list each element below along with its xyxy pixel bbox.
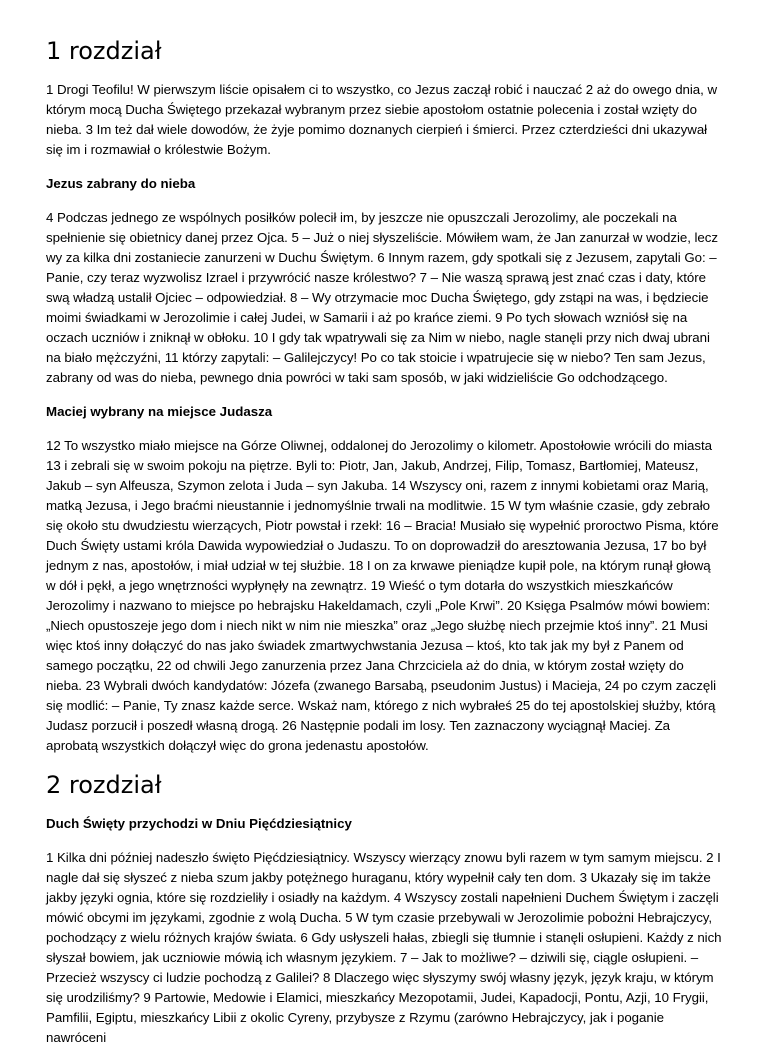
- section-heading-matthias-chosen: Maciej wybrany na miejsce Judasza: [46, 404, 273, 419]
- section-heading-jesus-taken: Jezus zabrany do nieba: [46, 176, 196, 191]
- chapter-1-paragraph-1: 1 Drogi Teofilu! W pierwszym liście opisałem ci to wszystko, co Jezus zaczął robić i nauczać 2 aż do owego dnia, w którym mocą Ducha Świętego przekazał wybranym przez siebie apostołom ostatnie polecenia i został wzięty do nieba. 3 Im też dał wiele dowodów, że żyje pomimo doznanych cierpień i śmierci. Przez czterdzieści dni ukazywał się im i rozmawiał o królestwie Bożym.: [46, 82, 717, 157]
- chapter-2-title: 2 rozdział: [46, 771, 162, 799]
- chapter-1-title: 1 rozdział: [46, 37, 162, 65]
- chapter-1-paragraph-2: 4 Podczas jednego ze wspólnych posiłków polecił im, by jeszcze nie opuszczali Jerozolimy, ale poczekali na spełnienie się obietnicy danej przez Ojca. 5 – Już o niej słyszeliście. Mówiłem wam, że Jan zanurzał w wodzie, lecz wy za kilka dni zostaniecie zanurzeni w Duchu Świętym. 6 Innym razem, gdy spotkali się z Jezusem, zapytali Go: – Panie, czy teraz wyzwolisz Izrael i przywrócić nasze królestwo? 7 – Nie waszą sprawą jest znać czas i daty, które swą władzą ustalił Ojciec – odpowiedział. 8 – Wy otrzymacie moc Ducha Świętego, gdy zstąpi na was, i będziecie moimi świadkami w Jerozolimie i całej Judei, w Samarii i aż po krańce ziemi. 9 Po tych słowach wzniósł się na oczach uczniów i zniknął w obłoku. 10 I gdy tak wpatrywali się za Nim w niebo, nagle stanęli przy nich dwaj ubrani na biało mężczyźni, 11 którzy zapytali: – Galilejczycy! Po co tak stoicie i wpatrujecie się w niebo? Ten sam Jezus, zabrany od was do nieba, pewnego dnia powróci w taki sam sposób, w jaki widzieliście Go odchodzącego.: [46, 210, 718, 385]
- section-heading-holy-spirit-pentecost: Duch Święty przychodzi w Dniu Pięćdziesiątnicy: [46, 816, 352, 831]
- chapter-1-paragraph-3: 12 To wszystko miało miejsce na Górze Oliwnej, oddalonej do Jerozolimy o kilometr. Apostołowie wrócili do miasta 13 i zebrali się w swoim pokoju na piętrze. Byli to: Piotr, Jan, Jakub, Andrzej, Filip, Tomasz, Bartłomiej, Mateusz, Jakub – syn Alfeusza, Szymon zelota i Juda – syn Jakuba. 14 Wszyscy oni, razem z innymi kobietami oraz Marią, matką Jezusa, i Jego braćmi nieustannie i jednomyślnie trwali na modlitwie. 15 W tym właśnie czasie, gdy zebrało się około stu dwudziestu wierzących, Piotr powstał i rzekł: 16 – Bracia! Musiało się wypełnić proroctwo Pisma, które Duch Święty ustami króla Dawida wypowiedział o Judaszu. To on doprowadził do aresztowania Jezusa, 17 bo był jednym z nas, apostołów, i miał udział w tej służbie. 18 I on za krwawe pieniądze kupił pole, na którym runął głową w dół i pękł, a jego wnętrzności wypłynęły na zewnątrz. 19 Wieść o tym dotarła do wszystkich mieszkańców Jerozolimy i nazwano to miejsce po hebrajsku Hakeldamach, czyli „Pole Krwi”. 20 Księga Psalmów mówi bowiem: „Niech opustoszeje jego dom i niech nikt w nim nie mieszka” oraz „Jego służbę niech przejmie ktoś inny”. 21 Musi więc ktoś inny dołączyć do nas jako świadek zmartwychwstania Jezusa – ktoś, kto tak jak my był z Panem od samego początku, 22 od chwili Jego zanurzenia przez Jana Chrzciciela aż do dnia, w którym został wzięty do nieba. 23 Wybrali dwóch kandydatów: Józefa (zwanego Barsabą, pseudonim Justus) i Macieja, 24 po czym zaczęli się modlić: – Panie, Ty znasz każde serce. Wskaż nam, którego z nich wybrałeś 25 do tej apostolskiej służby, którą Judasz porzucił i poszedł własną drogą. 26 Następnie podali im losy. Ten zaznaczony wyciągnął Maciej. Za aprobatą wszystkich dołączył więc do grona jedenastu apostołów.: [46, 438, 719, 753]
- chapter-2-paragraph-1: 1 Kilka dni później nadeszło święto Pięćdziesiątnicy. Wszyscy wierzący znowu byli razem w tym samym miejscu. 2 I nagle dał się słyszeć z nieba szum jakby potężnego huraganu, który wypełnił cały ten dom. 3 Ukazały się im także jakby języki ognia, które się rozdzieliły i osiadły na każdym. 4 Wszyscy zostali napełnieni Duchem Świętym i zaczęli mówić obcymi im językami, zgodnie z wolą Ducha. 5 W tym czasie przebywali w Jerozolimie pobożni Hebrajczycy, pochodzący z wielu różnych krajów świata. 6 Gdy usłyszeli hałas, zbiegli się tłumnie i stanęli osłupieni. Każdy z nich słyszał bowiem, jak uczniowie mówią ich własnym językiem. 7 – Jak to możliwe? – dziwili się, ciągle osłupieni. – Przecież wszyscy ci ludzie pochodzą z Galilei? 8 Dlaczego więc słyszymy swój własny język, język kraju, w którym się urodziliśmy? 9 Partowie, Medowie i Elamici, mieszkańcy Mezopotamii, Judei, Kapadocji, Pontu, Azji, 10 Frygii, Pamfilii, Egiptu, mieszkańcy Libii z okolic Cyreny, przybysze z Rzymu (zarówno Hebrajczycy, jak i poganie nawróceni: [46, 850, 722, 1045]
